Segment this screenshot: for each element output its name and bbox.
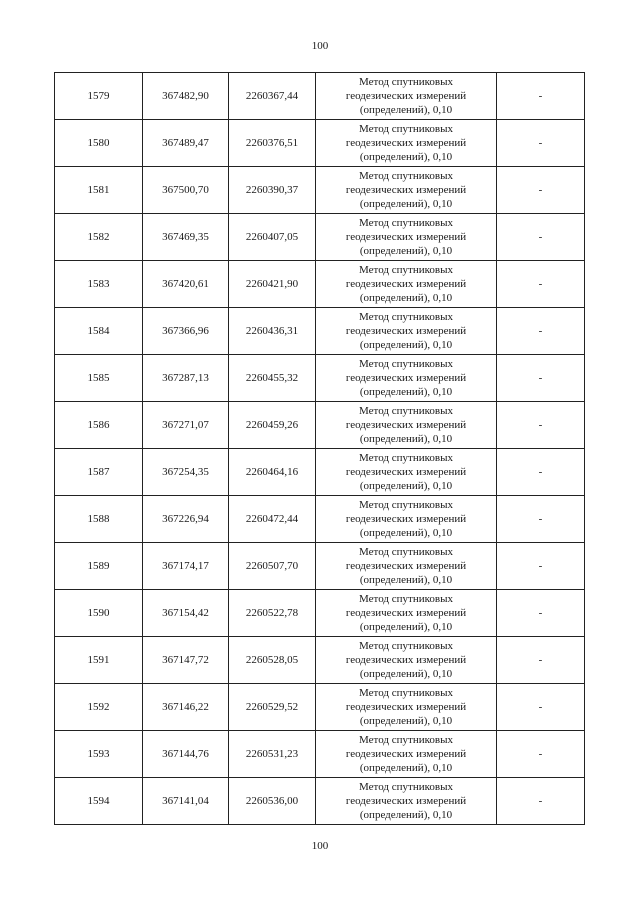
method-cell: [316, 308, 497, 355]
table-row: [55, 355, 585, 402]
method-text-line: Метод спутниковых: [359, 640, 453, 652]
note-cell: -: [497, 731, 585, 778]
table-row: [55, 684, 585, 731]
method-text-line: геодезических измерений: [345, 419, 467, 431]
page-number-bottom: 100: [311, 840, 329, 852]
method-text-line: геодезических измерений: [345, 466, 467, 478]
method-text-line: геодезических измерений: [345, 560, 467, 572]
method-text-line: геодезических измерений: [345, 513, 467, 525]
method-cell: [316, 355, 497, 402]
method-text-line: геодезических измерений: [345, 90, 467, 102]
method-text-line: Метод спутниковых: [359, 76, 453, 88]
method-text-line: Метод спутниковых: [359, 311, 453, 323]
table-row: [55, 778, 585, 825]
coordinate-y-cell: 2260536,00: [229, 778, 316, 825]
table-row: [55, 637, 585, 684]
table-row: [55, 543, 585, 590]
method-text-line: геодезических измерений: [345, 137, 467, 149]
table-row: [55, 731, 585, 778]
method-cell: [316, 731, 497, 778]
method-text-line: (определений), 0,10: [359, 621, 453, 633]
method-cell: [316, 778, 497, 825]
note-cell: -: [497, 543, 585, 590]
method-text-line: (определений), 0,10: [359, 715, 453, 727]
point-number-cell: 1585: [55, 355, 143, 402]
coordinate-y-cell: 2260407,05: [229, 214, 316, 261]
table-row: [55, 590, 585, 637]
method-text-line: Метод спутниковых: [359, 593, 453, 605]
method-cell: [316, 120, 497, 167]
method-text-line: геодезических измерений: [345, 184, 467, 196]
table-row: [55, 449, 585, 496]
coordinate-x-cell: 367254,35: [143, 449, 229, 496]
method-text-line: Метод спутниковых: [359, 405, 453, 417]
coordinate-x-cell: 367174,17: [143, 543, 229, 590]
coordinate-y-cell: 2260455,32: [229, 355, 316, 402]
method-text-line: геодезических измерений: [345, 654, 467, 666]
method-text-line: (определений), 0,10: [359, 151, 453, 163]
point-number-cell: 1583: [55, 261, 143, 308]
point-number-cell: 1582: [55, 214, 143, 261]
method-text-line: (определений), 0,10: [359, 198, 453, 210]
method-text-line: (определений), 0,10: [359, 104, 453, 116]
method-text-line: (определений), 0,10: [359, 245, 453, 257]
note-cell: -: [497, 167, 585, 214]
coordinate-x-cell: 367146,22: [143, 684, 229, 731]
coordinate-x-cell: 367500,70: [143, 167, 229, 214]
coordinate-y-cell: 2260367,44: [229, 73, 316, 120]
note-cell: -: [497, 778, 585, 825]
method-text-line: геодезических измерений: [345, 231, 467, 243]
coordinate-x-cell: 367147,72: [143, 637, 229, 684]
method-text-line: (определений), 0,10: [359, 292, 453, 304]
method-text-line: Метод спутниковых: [359, 217, 453, 229]
note-cell: -: [497, 308, 585, 355]
point-number-cell: 1579: [55, 73, 143, 120]
method-text-line: геодезических измерений: [345, 748, 467, 760]
point-number-cell: 1581: [55, 167, 143, 214]
table-row: [55, 402, 585, 449]
point-number-cell: 1587: [55, 449, 143, 496]
note-cell: -: [497, 684, 585, 731]
method-text-line: Метод спутниковых: [359, 546, 453, 558]
note-cell: -: [497, 449, 585, 496]
note-cell: -: [497, 214, 585, 261]
method-text-line: (определений), 0,10: [359, 433, 453, 445]
coordinate-x-cell: 367366,96: [143, 308, 229, 355]
coordinate-y-cell: 2260507,70: [229, 543, 316, 590]
note-cell: -: [497, 590, 585, 637]
method-text-line: геодезических измерений: [345, 701, 467, 713]
method-cell: [316, 637, 497, 684]
note-cell: -: [497, 73, 585, 120]
page-number-top: 100: [311, 40, 329, 52]
method-text-line: (определений), 0,10: [359, 668, 453, 680]
point-number-cell: 1590: [55, 590, 143, 637]
method-text-line: геодезических измерений: [345, 795, 467, 807]
method-text-line: Метод спутниковых: [359, 452, 453, 464]
coordinate-x-cell: 367154,42: [143, 590, 229, 637]
method-text-line: (определений), 0,10: [359, 762, 453, 774]
coordinate-x-cell: 367226,94: [143, 496, 229, 543]
method-text-line: геодезических измерений: [345, 278, 467, 290]
coordinate-x-cell: 367469,35: [143, 214, 229, 261]
method-text-line: (определений), 0,10: [359, 574, 453, 586]
method-text-line: Метод спутниковых: [359, 734, 453, 746]
method-text-line: Метод спутниковых: [359, 123, 453, 135]
coordinate-y-cell: 2260459,26: [229, 402, 316, 449]
method-text-line: Метод спутниковых: [359, 499, 453, 511]
method-cell: [316, 684, 497, 731]
point-number-cell: 1594: [55, 778, 143, 825]
coordinate-x-cell: 367489,47: [143, 120, 229, 167]
table-row: [55, 120, 585, 167]
point-number-cell: 1592: [55, 684, 143, 731]
method-text-line: Метод спутниковых: [359, 781, 453, 793]
method-text-line: Метод спутниковых: [359, 687, 453, 699]
coordinate-y-cell: 2260390,37: [229, 167, 316, 214]
point-number-cell: 1586: [55, 402, 143, 449]
coordinate-x-cell: 367482,90: [143, 73, 229, 120]
coordinate-x-cell: 367287,13: [143, 355, 229, 402]
coordinate-y-cell: 2260421,90: [229, 261, 316, 308]
note-cell: -: [497, 637, 585, 684]
coordinate-y-cell: 2260529,52: [229, 684, 316, 731]
coordinate-y-cell: 2260531,23: [229, 731, 316, 778]
coordinates-table: [54, 72, 585, 825]
point-number-cell: 1593: [55, 731, 143, 778]
method-text-line: Метод спутниковых: [359, 358, 453, 370]
note-cell: -: [497, 496, 585, 543]
point-number-cell: 1591: [55, 637, 143, 684]
table-row: [55, 308, 585, 355]
coordinate-x-cell: 367144,76: [143, 731, 229, 778]
coordinate-y-cell: 2260436,31: [229, 308, 316, 355]
method-text-line: Метод спутниковых: [359, 264, 453, 276]
coordinate-x-cell: 367271,07: [143, 402, 229, 449]
method-cell: [316, 449, 497, 496]
note-cell: -: [497, 402, 585, 449]
coordinate-x-cell: 367420,61: [143, 261, 229, 308]
method-text-line: (определений), 0,10: [359, 386, 453, 398]
coordinate-y-cell: 2260528,05: [229, 637, 316, 684]
table-row: [55, 167, 585, 214]
method-cell: [316, 214, 497, 261]
table-row: [55, 261, 585, 308]
coordinate-x-cell: 367141,04: [143, 778, 229, 825]
method-cell: [316, 261, 497, 308]
point-number-cell: 1584: [55, 308, 143, 355]
method-text-line: геодезических измерений: [345, 325, 467, 337]
point-number-cell: 1588: [55, 496, 143, 543]
note-cell: -: [497, 355, 585, 402]
coordinate-y-cell: 2260464,16: [229, 449, 316, 496]
point-number-cell: 1589: [55, 543, 143, 590]
method-cell: [316, 73, 497, 120]
table-row: [55, 214, 585, 261]
coordinate-y-cell: 2260522,78: [229, 590, 316, 637]
method-text-line: геодезических измерений: [345, 607, 467, 619]
method-cell: [316, 543, 497, 590]
method-text-line: Метод спутниковых: [359, 170, 453, 182]
method-text-line: (определений), 0,10: [359, 339, 453, 351]
method-cell: [316, 167, 497, 214]
coordinate-y-cell: 2260376,51: [229, 120, 316, 167]
table-row: [55, 496, 585, 543]
table-row: [55, 73, 585, 120]
note-cell: -: [497, 261, 585, 308]
method-cell: [316, 496, 497, 543]
method-text-line: геодезических измерений: [345, 372, 467, 384]
coordinates-table-body: [55, 73, 585, 825]
method-text-line: (определений), 0,10: [359, 809, 453, 821]
note-cell: -: [497, 120, 585, 167]
method-cell: [316, 402, 497, 449]
method-text-line: (определений), 0,10: [359, 480, 453, 492]
coordinate-y-cell: 2260472,44: [229, 496, 316, 543]
method-cell: [316, 590, 497, 637]
point-number-cell: 1580: [55, 120, 143, 167]
method-text-line: (определений), 0,10: [359, 527, 453, 539]
